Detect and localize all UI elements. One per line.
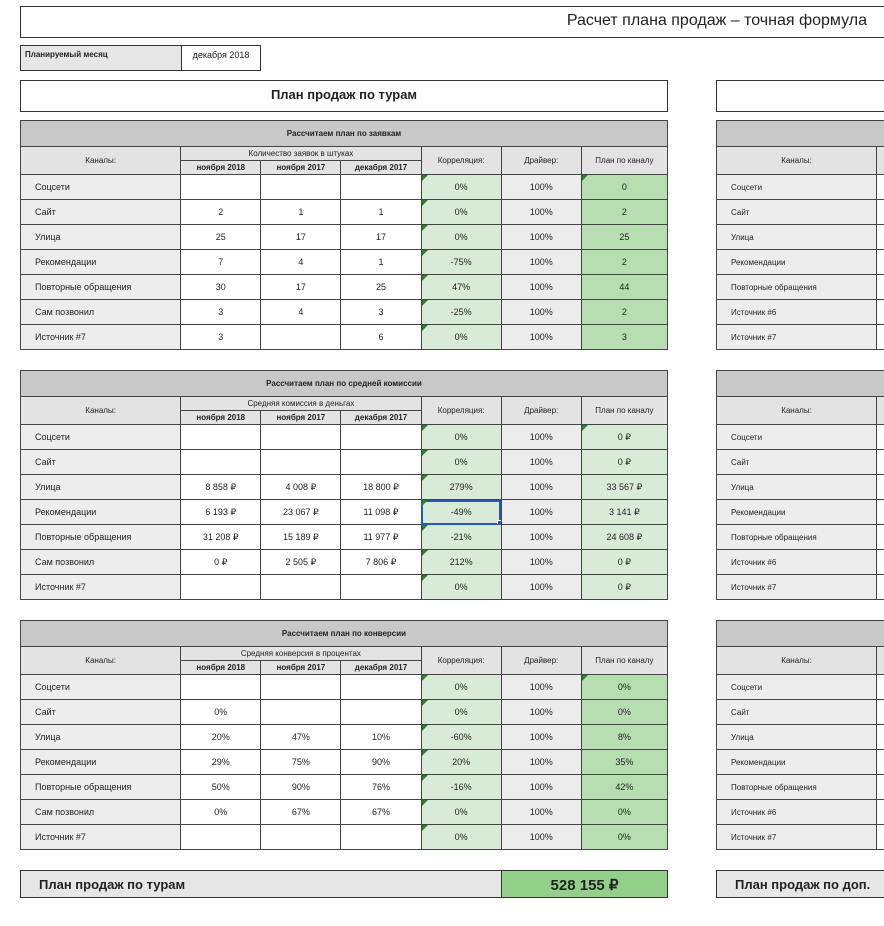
extra-channel-name: Улица	[717, 225, 877, 250]
extra-value-cell[interactable]	[877, 750, 884, 775]
table-row	[21, 300, 668, 325]
month-value-cell[interactable]: 4 008 ₽	[261, 475, 341, 500]
extra-channel-name: Повторные обращения	[717, 275, 877, 300]
plan-cell[interactable]: 24 608 ₽	[581, 525, 667, 550]
driver-cell[interactable]: 100%	[501, 750, 581, 775]
month-value-cell[interactable]	[261, 325, 341, 350]
group-header: Средняя конверсия в процентах	[181, 647, 421, 661]
driver-cell[interactable]: 100%	[501, 575, 581, 600]
channel-name: Повторные обращения	[21, 775, 181, 800]
total-label: План продаж по турам	[20, 870, 502, 898]
table-row	[717, 825, 884, 850]
table-row	[21, 675, 668, 700]
channel-name: Сайт	[21, 450, 181, 475]
table-row	[21, 725, 668, 750]
driver-cell[interactable]: 100%	[501, 450, 581, 475]
month-value-cell[interactable]: 17	[341, 225, 421, 250]
month-value-cell[interactable]: 90%	[261, 775, 341, 800]
driver-header: Драйвер:	[501, 147, 581, 175]
month-value-cell[interactable]	[181, 425, 261, 450]
channel-name: Сам позвонил	[21, 800, 181, 825]
correlation-cell[interactable]: 0%	[421, 700, 501, 725]
extra-section-title	[717, 621, 884, 647]
driver-cell[interactable]: 100%	[501, 175, 581, 200]
channel-name: Повторные обращения	[21, 525, 181, 550]
correlation-cell[interactable]: -16%	[421, 775, 501, 800]
month-value-cell[interactable]	[341, 700, 421, 725]
table-row	[717, 425, 884, 450]
plan-cell[interactable]: 0%	[581, 825, 667, 850]
correlation-cell[interactable]: -49%	[421, 500, 501, 525]
correlation-cell[interactable]: 20%	[421, 750, 501, 775]
table-row	[717, 250, 884, 275]
correlation-cell[interactable]: 0%	[421, 175, 501, 200]
channel-name: Рекомендации	[21, 750, 181, 775]
month-value-cell[interactable]	[261, 575, 341, 600]
extra-channels-header: Каналы:	[717, 397, 877, 425]
month-header: ноября 2018	[181, 661, 261, 675]
correlation-cell[interactable]: -21%	[421, 525, 501, 550]
month-value-cell[interactable]: 76%	[341, 775, 421, 800]
month-value-cell[interactable]	[341, 575, 421, 600]
extra-channel-name: Источник #6	[717, 300, 877, 325]
month-value-cell[interactable]	[181, 175, 261, 200]
table-row	[21, 700, 668, 725]
extra-value-cell[interactable]	[877, 450, 884, 475]
extra-value-cell[interactable]	[877, 425, 884, 450]
plan-cell[interactable]: 2	[581, 250, 667, 275]
table-row	[21, 575, 668, 600]
extra-channel-name: Соцсети	[717, 425, 877, 450]
group-header: Средняя комиссия в деньгах	[181, 397, 421, 411]
month-value-cell[interactable]: 0%	[181, 700, 261, 725]
table-row	[21, 425, 668, 450]
extra-channel-name: Повторные обращения	[717, 525, 877, 550]
extra-group-header	[877, 147, 884, 175]
plan-cell[interactable]: 42%	[581, 775, 667, 800]
correlation-cell[interactable]: 0%	[421, 675, 501, 700]
channels-header: Каналы:	[21, 647, 181, 675]
plan-cell[interactable]: 0 ₽	[581, 425, 667, 450]
plan-cell[interactable]: 2	[581, 300, 667, 325]
channel-name: Рекомендации	[21, 500, 181, 525]
driver-cell[interactable]: 100%	[501, 500, 581, 525]
channel-name: Повторные обращения	[21, 275, 181, 300]
section-table	[20, 120, 668, 350]
total-value[interactable]: 528 155 ₽	[501, 870, 668, 898]
month-value-cell[interactable]: 8 858 ₽	[181, 475, 261, 500]
extra-value-cell[interactable]	[877, 775, 884, 800]
channels-header: Каналы:	[21, 147, 181, 175]
correlation-cell[interactable]: 212%	[421, 550, 501, 575]
month-value-cell[interactable]	[341, 175, 421, 200]
month-value-cell[interactable]	[341, 450, 421, 475]
month-value-cell[interactable]: 31 208 ₽	[181, 525, 261, 550]
month-header: ноября 2017	[261, 161, 341, 175]
driver-header: Драйвер:	[501, 397, 581, 425]
plan-cell[interactable]: 0%	[581, 800, 667, 825]
section-title: Рассчитаем план по конверсии	[21, 621, 668, 647]
table-row	[21, 500, 668, 525]
table-row	[21, 200, 668, 225]
table-row	[717, 725, 884, 750]
table-row	[717, 325, 884, 350]
driver-cell[interactable]: 100%	[501, 775, 581, 800]
month-value-cell[interactable]: 3	[181, 325, 261, 350]
extra-value-cell[interactable]	[877, 525, 884, 550]
extra-channel-name: Сайт	[717, 200, 877, 225]
table-row	[717, 500, 884, 525]
plan-cell[interactable]: 0 ₽	[581, 550, 667, 575]
section-table	[20, 370, 668, 600]
tours-plan-header: План продаж по турам	[20, 80, 668, 112]
table-row	[717, 450, 884, 475]
driver-cell[interactable]: 100%	[501, 825, 581, 850]
channel-name: Источник #7	[21, 825, 181, 850]
extra-channel-name: Улица	[717, 725, 877, 750]
driver-cell[interactable]: 100%	[501, 700, 581, 725]
month-value-cell[interactable]	[261, 450, 341, 475]
month-value-cell[interactable]: 4	[261, 250, 341, 275]
extra-value-cell[interactable]	[877, 500, 884, 525]
extra-value-cell[interactable]	[877, 550, 884, 575]
correlation-cell[interactable]: 0%	[421, 425, 501, 450]
correlation-cell[interactable]: -25%	[421, 300, 501, 325]
plan-cell[interactable]: 3 141 ₽	[581, 500, 667, 525]
table-row	[21, 225, 668, 250]
extra-value-cell[interactable]	[877, 300, 884, 325]
month-value-cell[interactable]	[261, 425, 341, 450]
month-value-cell[interactable]: 2	[181, 200, 261, 225]
month-value-cell[interactable]: 17	[261, 275, 341, 300]
extra-value-cell[interactable]	[877, 475, 884, 500]
extra-channel-name: Источник #6	[717, 800, 877, 825]
month-value-cell[interactable]	[261, 675, 341, 700]
extra-value-cell[interactable]	[877, 575, 884, 600]
month-value-cell[interactable]: 18 800 ₽	[341, 475, 421, 500]
month-value-cell[interactable]: 10%	[341, 725, 421, 750]
driver-cell[interactable]: 100%	[501, 675, 581, 700]
correlation-cell[interactable]: 0%	[421, 325, 501, 350]
section-title: Рассчитаем план по заявкам	[21, 121, 668, 147]
extra-section-title	[717, 371, 884, 397]
driver-cell[interactable]: 100%	[501, 300, 581, 325]
month-value-cell[interactable]	[341, 675, 421, 700]
month-value-cell[interactable]: 7 806 ₽	[341, 550, 421, 575]
plan-cell[interactable]: 8%	[581, 725, 667, 750]
table-row	[21, 250, 668, 275]
driver-cell[interactable]: 100%	[501, 200, 581, 225]
correlation-cell[interactable]: 0%	[421, 225, 501, 250]
table-row	[717, 175, 884, 200]
table-row	[717, 525, 884, 550]
channels-header: Каналы:	[21, 397, 181, 425]
month-value-cell[interactable]	[261, 700, 341, 725]
driver-cell[interactable]: 100%	[501, 525, 581, 550]
table-row	[21, 275, 668, 300]
month-value-cell[interactable]: 1	[341, 200, 421, 225]
table-row	[21, 800, 668, 825]
table-row	[21, 750, 668, 775]
driver-header: Драйвер:	[501, 647, 581, 675]
month-value-cell[interactable]: 2 505 ₽	[261, 550, 341, 575]
driver-cell[interactable]: 100%	[501, 275, 581, 300]
extra-channel-name: Соцсети	[717, 675, 877, 700]
correlation-cell[interactable]: 279%	[421, 475, 501, 500]
month-value-cell[interactable]: 29%	[181, 750, 261, 775]
table-row	[21, 825, 668, 850]
extra-channel-name: Соцсети	[717, 175, 877, 200]
planned-month-label: Планируемый месяц	[20, 45, 182, 71]
month-value-cell[interactable]: 30	[181, 275, 261, 300]
extra-section-table	[716, 370, 884, 600]
correlation-header: Корреляция:	[421, 397, 501, 425]
month-value-cell[interactable]: 3	[181, 300, 261, 325]
extra-section-table	[716, 620, 884, 850]
month-header: ноября 2018	[181, 161, 261, 175]
plan-header: План по каналу	[581, 647, 667, 675]
channel-name: Сам позвонил	[21, 550, 181, 575]
driver-cell[interactable]: 100%	[501, 325, 581, 350]
extra-group-header	[877, 397, 884, 425]
plan-cell[interactable]: 35%	[581, 750, 667, 775]
planned-month-cell[interactable]: декабря 2018	[181, 45, 261, 71]
month-header: ноября 2018	[181, 411, 261, 425]
month-value-cell[interactable]: 67%	[341, 800, 421, 825]
table-row	[717, 300, 884, 325]
month-value-cell[interactable]: 50%	[181, 775, 261, 800]
channel-name: Соцсети	[21, 175, 181, 200]
extra-channel-name: Рекомендации	[717, 500, 877, 525]
table-row	[717, 750, 884, 775]
extra-channel-name: Сайт	[717, 450, 877, 475]
month-value-cell[interactable]: 7	[181, 250, 261, 275]
month-header: декабря 2017	[341, 161, 421, 175]
month-value-cell[interactable]: 23 067 ₽	[261, 500, 341, 525]
month-value-cell[interactable]: 25	[341, 275, 421, 300]
extra-section-title	[717, 121, 884, 147]
plan-cell[interactable]: 0%	[581, 700, 667, 725]
plan-cell[interactable]: 44	[581, 275, 667, 300]
extra-value-cell[interactable]	[877, 675, 884, 700]
month-value-cell[interactable]: 75%	[261, 750, 341, 775]
extra-channel-name: Сайт	[717, 700, 877, 725]
correlation-header: Корреляция:	[421, 147, 501, 175]
extra-value-cell[interactable]	[877, 700, 884, 725]
driver-cell[interactable]: 100%	[501, 800, 581, 825]
extra-value-cell[interactable]	[877, 725, 884, 750]
extra-channel-name: Источник #6	[717, 550, 877, 575]
channel-name: Соцсети	[21, 425, 181, 450]
driver-cell[interactable]: 100%	[501, 250, 581, 275]
extra-group-header	[877, 647, 884, 675]
extra-value-cell[interactable]	[877, 225, 884, 250]
table-row	[717, 775, 884, 800]
month-value-cell[interactable]	[181, 825, 261, 850]
plan-cell[interactable]: 25	[581, 225, 667, 250]
table-row	[21, 775, 668, 800]
driver-cell[interactable]: 100%	[501, 725, 581, 750]
table-row	[717, 700, 884, 725]
extra-value-cell[interactable]	[877, 175, 884, 200]
channel-name: Сайт	[21, 200, 181, 225]
table-row	[717, 550, 884, 575]
month-header: ноября 2017	[261, 411, 341, 425]
table-row	[717, 575, 884, 600]
month-value-cell[interactable]	[261, 825, 341, 850]
month-value-cell[interactable]: 20%	[181, 725, 261, 750]
plan-cell[interactable]: 0 ₽	[581, 575, 667, 600]
month-value-cell[interactable]	[341, 825, 421, 850]
table-row	[21, 450, 668, 475]
correlation-cell[interactable]: 0%	[421, 575, 501, 600]
month-header: декабря 2017	[341, 411, 421, 425]
table-row	[21, 525, 668, 550]
month-value-cell[interactable]	[181, 675, 261, 700]
extra-value-cell[interactable]	[877, 825, 884, 850]
month-value-cell[interactable]: 11 098 ₽	[341, 500, 421, 525]
plan-cell[interactable]: 3	[581, 325, 667, 350]
correlation-cell[interactable]: 0%	[421, 450, 501, 475]
extra-channel-name: Повторные обращения	[717, 775, 877, 800]
plan-cell[interactable]: 2	[581, 200, 667, 225]
month-value-cell[interactable]: 90%	[341, 750, 421, 775]
table-row	[21, 325, 668, 350]
channel-name: Источник #7	[21, 325, 181, 350]
extra-channel-name: Источник #7	[717, 575, 877, 600]
extra-channel-name: Источник #7	[717, 825, 877, 850]
extra-value-cell[interactable]	[877, 250, 884, 275]
table-row	[717, 275, 884, 300]
extra-plan-header	[716, 80, 884, 112]
correlation-cell[interactable]: 47%	[421, 275, 501, 300]
channel-name: Улица	[21, 725, 181, 750]
channel-name: Сам позвонил	[21, 300, 181, 325]
month-value-cell[interactable]: 17	[261, 225, 341, 250]
extra-value-cell[interactable]	[877, 200, 884, 225]
month-value-cell[interactable]: 15 189 ₽	[261, 525, 341, 550]
month-value-cell[interactable]: 3	[341, 300, 421, 325]
month-value-cell[interactable]: 1	[261, 200, 341, 225]
month-value-cell[interactable]: 6 193 ₽	[181, 500, 261, 525]
month-value-cell[interactable]: 47%	[261, 725, 341, 750]
correlation-cell[interactable]: 0%	[421, 800, 501, 825]
page-title: Расчет плана продаж – точная формула	[20, 6, 884, 38]
plan-cell[interactable]: 0	[581, 175, 667, 200]
driver-cell[interactable]: 100%	[501, 550, 581, 575]
month-value-cell[interactable]: 1	[341, 250, 421, 275]
month-value-cell[interactable]	[181, 450, 261, 475]
extra-channel-name: Источник #7	[717, 325, 877, 350]
month-value-cell[interactable]: 67%	[261, 800, 341, 825]
table-row	[717, 225, 884, 250]
section-table	[20, 620, 668, 850]
correlation-cell[interactable]: 0%	[421, 200, 501, 225]
section-title: Рассчитаем план по средней комиссии	[21, 371, 668, 397]
extra-total-label: План продаж по доп.	[716, 870, 884, 898]
month-value-cell[interactable]	[341, 425, 421, 450]
extra-value-cell[interactable]	[877, 325, 884, 350]
month-value-cell[interactable]: 25	[181, 225, 261, 250]
table-row	[21, 175, 668, 200]
plan-header: План по каналу	[581, 397, 667, 425]
extra-channel-name: Улица	[717, 475, 877, 500]
correlation-header: Корреляция:	[421, 647, 501, 675]
plan-header: План по каналу	[581, 147, 667, 175]
plan-cell[interactable]: 0%	[581, 675, 667, 700]
table-row	[21, 475, 668, 500]
table-row	[21, 550, 668, 575]
correlation-cell[interactable]: 0%	[421, 825, 501, 850]
extra-channels-header: Каналы:	[717, 647, 877, 675]
table-row	[717, 675, 884, 700]
extra-value-cell[interactable]	[877, 275, 884, 300]
month-value-cell[interactable]: 6	[341, 325, 421, 350]
channel-name: Сайт	[21, 700, 181, 725]
correlation-cell[interactable]: -75%	[421, 250, 501, 275]
extra-channel-name: Рекомендации	[717, 250, 877, 275]
table-row	[717, 475, 884, 500]
month-value-cell[interactable]: 0%	[181, 800, 261, 825]
extra-value-cell[interactable]	[877, 800, 884, 825]
group-header: Количество заявок в штуках	[181, 147, 421, 161]
month-value-cell[interactable]: 0 ₽	[181, 550, 261, 575]
channel-name: Улица	[21, 225, 181, 250]
month-header: декабря 2017	[341, 661, 421, 675]
channel-name: Источник #7	[21, 575, 181, 600]
extra-channels-header: Каналы:	[717, 147, 877, 175]
extra-section-table	[716, 120, 884, 350]
driver-cell[interactable]: 100%	[501, 425, 581, 450]
month-value-cell[interactable]	[261, 175, 341, 200]
plan-cell[interactable]: 33 567 ₽	[581, 475, 667, 500]
table-row	[717, 200, 884, 225]
extra-channel-name: Рекомендации	[717, 750, 877, 775]
channel-name: Рекомендации	[21, 250, 181, 275]
driver-cell[interactable]: 100%	[501, 225, 581, 250]
channel-name: Улица	[21, 475, 181, 500]
correlation-cell[interactable]: -60%	[421, 725, 501, 750]
plan-cell[interactable]: 0 ₽	[581, 450, 667, 475]
driver-cell[interactable]: 100%	[501, 475, 581, 500]
month-value-cell[interactable]	[181, 575, 261, 600]
month-header: ноября 2017	[261, 661, 341, 675]
month-value-cell[interactable]: 11 977 ₽	[341, 525, 421, 550]
table-row	[717, 800, 884, 825]
month-value-cell[interactable]: 4	[261, 300, 341, 325]
channel-name: Соцсети	[21, 675, 181, 700]
